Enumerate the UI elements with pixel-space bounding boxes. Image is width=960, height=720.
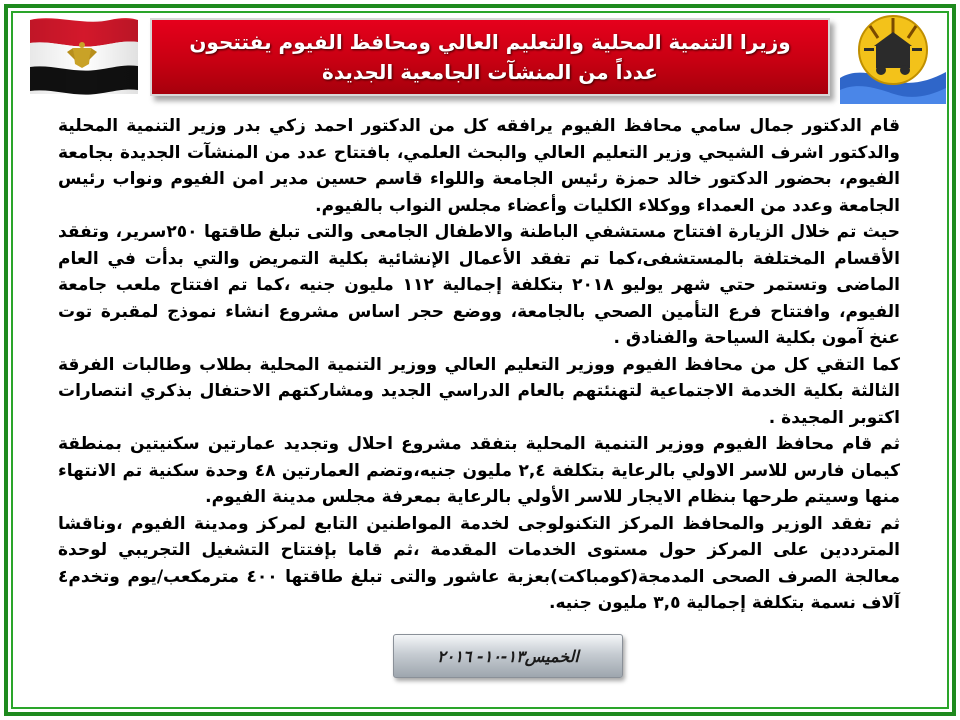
page-title: وزيرا التنمية المحلية والتعليم العالي ومحافظ الفيوم يفتتحون عدداً من المنشآت الجامعية الجديدة bbox=[189, 30, 791, 84]
article-paragraph: قام الدكتور جمال سامي محافظ الفيوم يرافقه كل من الدكتور احمد زكي بدر وزير التنمية المحلية والدكتور اشرف الشيحي وزير التعليم العالي والبحث العلمي، بافتتاح عدد من المنشآت الجديدة بجامعة الفيوم، بحضور الدكتور خالد حمزة رئيس الجامعة واللواء قاسم حسين مدير امن الفيوم ونواب رئيس الجامعة وعدد من العمداء ووكلاء الكليات وأعضاء مجلس النواب بالفيوم. bbox=[58, 116, 900, 216]
article-paragraph: ثم قام محافظ الفيوم ووزير التنمية المحلية بتفقد مشروع احلال وتجديد عمارتين سكنيتين بمنطقة كيمان فارس للاسر الاولي بالرعاية بتكلفة ٢,٤ مليون جنيه،وتضم العمارتين ٤٨ وحدة سكنية تم الانتهاء منها وسيتم طرحها بنظام الايجار للاسر الأولي بالرعاية بمعرفة مجلس مدينة الفيوم. bbox=[58, 434, 901, 507]
date-plate bbox=[393, 634, 623, 678]
fayoum-governorate-logo-icon bbox=[836, 8, 950, 106]
article-paragraph: كما التقي كل من محافظ الفيوم ووزير التعليم العالي ووزير التنمية المحلية بطلاب وطالبات الفرقة الثالثة بكلية الخدمة الاجتماعية لتهنئتهم بالعام الدراسي الجديد ومشاركتهم الاحتفال بذكري انتصارات اكتوبر المجيدة . bbox=[58, 354, 900, 428]
publish-date: الخميس١٣-١٠- ٢٠١٦ bbox=[437, 646, 579, 666]
egypt-flag-icon bbox=[24, 12, 142, 100]
article-paragraph: ثم تفقد الوزير والمحافظ المركز التكنولوجى لخدمة المواطنين التابع لمركز ومدينة الفيوم ،وناقشا المترددين على المركز حول مستوى الخدمات المقدمة ،ثم قاما بإفتتاح التشغيل التجريبي لوحدة معالجة الصرف الصحى المدمجة(كومباكت)بعزبة عاشور والتى تبلغ طاقتها ٤٠٠ مترمكعب/يوم وتخدم٤ آلاف نسمة بتكلفة إجمالية ٣,٥ مليون جنيه. bbox=[58, 513, 901, 613]
article-paragraph: حيث تم خلال الزيارة افتتاح مستشفي الباطنة والاطفال الجامعى والتى تبلغ طاقتها ٢٥٠سرير، وتفقد الأقسام المختلفة بالمستشفى،كما تم تفقد الأعمال الإنشائية بكلية التمريض والتي بدأت في العام الماضى وتستمر حتي شهر يوليو ٢٠١٨ بتكلفة إجمالية ١١٢ مليون جنيه ،كما تم افتتاح ملعب جامعة الفيوم، وافتتاح فرع التأمين الصحي بالجامعة، ووضع حجر اساس مشروع انشاء نموذج لمقبرة توت عنخ آمون بكلية السياحة والفنادق . bbox=[58, 222, 900, 348]
header-banner bbox=[150, 18, 830, 96]
article-body bbox=[58, 113, 900, 617]
